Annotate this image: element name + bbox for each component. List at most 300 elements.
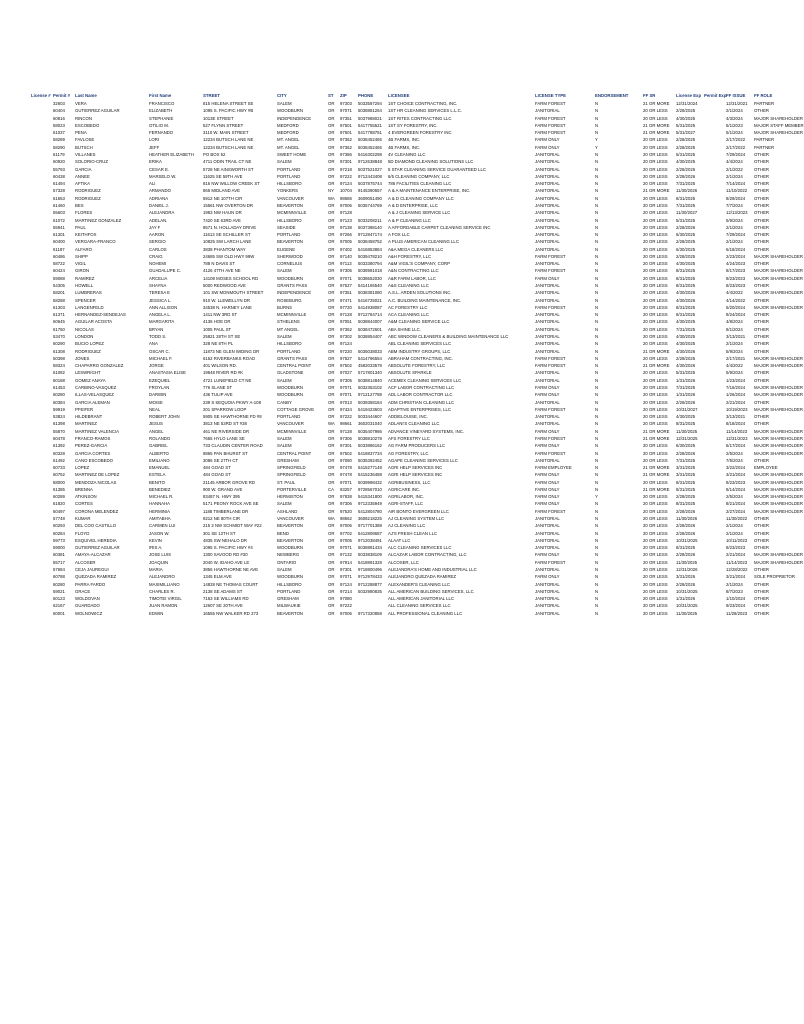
table-cell: MAJOR SHAREHOLDER bbox=[754, 428, 803, 434]
table-cell: MAJOR SHAREHOLDER bbox=[754, 253, 803, 259]
table-cell: N bbox=[595, 195, 599, 201]
table-cell: SHAYNA bbox=[149, 283, 167, 289]
table-cell bbox=[703, 457, 725, 464]
table-row bbox=[30, 544, 780, 551]
table-cell: 5D DIAMOND CLEANING SOLUTIONS LLC bbox=[388, 159, 474, 165]
table-cell: OTHER bbox=[754, 319, 770, 325]
table-cell: 97124 bbox=[340, 341, 352, 347]
table-cell: 8/1/2024 bbox=[726, 326, 743, 332]
table-cell: 97113 bbox=[340, 261, 352, 267]
table-row bbox=[30, 289, 780, 296]
table-cell bbox=[30, 238, 52, 245]
table-cell: N bbox=[595, 232, 599, 238]
table-cell: 2/21/2024 bbox=[726, 552, 746, 558]
table-row bbox=[30, 435, 780, 442]
table-cell: 97071 bbox=[340, 392, 352, 398]
table-cell: OTHER bbox=[754, 348, 770, 354]
table-cell: MARTINEZ bbox=[75, 421, 97, 427]
table-cell: N bbox=[595, 537, 599, 543]
table-cell: WA bbox=[328, 516, 335, 522]
table-cell: JESSICA L. bbox=[149, 297, 172, 303]
table-cell: 20 OR LESS bbox=[643, 377, 668, 383]
table-cell: OTHER bbox=[754, 283, 770, 289]
table-cell: 97302 bbox=[340, 334, 352, 339]
table-cell: 58289 bbox=[53, 137, 65, 143]
table-cell: N bbox=[595, 435, 599, 441]
table-cell: 12/31/2021 bbox=[726, 101, 748, 106]
table-cell: JORGE bbox=[149, 363, 164, 369]
table-cell: 239 S SEQUOIA PKWY A-108 bbox=[203, 399, 261, 405]
table-cell: 58023 bbox=[53, 122, 65, 128]
table-cell: SPENCER bbox=[75, 297, 96, 303]
table-cell: 20 OR LESS bbox=[643, 596, 668, 602]
table-cell: 1ST HR CLEANING SERVICES L.L.C. bbox=[388, 108, 462, 114]
table-cell: FARM ONLY bbox=[535, 392, 560, 398]
table-cell: 60438 bbox=[53, 173, 65, 179]
table-cell: 5/9/2024 bbox=[726, 370, 743, 376]
table-cell: A AFFORDABLE CARPET CLEANING SERVICE INC bbox=[388, 224, 491, 230]
table-cell: 6/30/2025 bbox=[676, 246, 696, 252]
table-cell bbox=[30, 304, 52, 311]
table-cell: MAJOR SHAREHOLDER bbox=[754, 384, 803, 390]
table-cell: AJ CLEANING LLC bbox=[388, 523, 426, 529]
table-cell: MICHAEL R. bbox=[149, 494, 174, 500]
table-cell: 55793 bbox=[53, 166, 65, 172]
table-cell: AGRI-STAFF, LLC bbox=[388, 501, 424, 507]
table-cell: 97027 bbox=[340, 370, 352, 376]
table-row bbox=[30, 253, 780, 260]
table-cell: 1005 PAUL ST bbox=[203, 326, 232, 332]
table-cell: MAJOR SHAREHOLDER bbox=[754, 275, 803, 281]
table-cell: WOODBURN bbox=[277, 108, 304, 114]
table-cell: SALEM bbox=[277, 435, 292, 441]
column-header: Permit Exp bbox=[704, 93, 727, 99]
table-row bbox=[30, 464, 780, 471]
table-cell: OTHER bbox=[754, 516, 770, 522]
table-cell: FARM FOREST bbox=[535, 304, 566, 310]
table-cell: OR bbox=[328, 166, 335, 172]
table-cell: A&N CONTRACTING LLC bbox=[388, 268, 439, 274]
table-row bbox=[30, 144, 780, 151]
table-cell: 20 OR LESS bbox=[643, 450, 668, 456]
table-cell: ALEJANDRA bbox=[149, 210, 175, 216]
table-cell: 9212 NE 80TH CIR bbox=[203, 516, 241, 522]
table-cell: 2/1/2022 bbox=[726, 166, 743, 172]
table-cell: 815 HELENA STREET SE bbox=[203, 101, 254, 106]
table-row bbox=[30, 450, 780, 457]
table-cell: FARM ONLY bbox=[535, 144, 560, 150]
table-cell: OTHER bbox=[754, 188, 770, 194]
table-row bbox=[30, 559, 780, 566]
table-cell: 1300 SAVOOD RD #30 bbox=[203, 552, 248, 558]
table-cell: 9/23/2024 bbox=[726, 603, 746, 609]
table-cell: OR bbox=[328, 283, 335, 289]
table-cell: JANITORIAL bbox=[535, 414, 560, 420]
table-cell: AMITABHA bbox=[149, 516, 171, 522]
table-cell: 24685 SW OLD HWY 99W bbox=[203, 253, 255, 259]
table-cell: TODD S. bbox=[149, 334, 167, 339]
table-cell: 12234 BUTSCH LANE NE bbox=[203, 144, 254, 150]
table-cell: 1/10/2024 bbox=[726, 596, 746, 602]
table-cell: 8/31/2025 bbox=[676, 283, 696, 289]
table-cell: 83487 N. HWY 395 bbox=[203, 494, 240, 500]
table-cell bbox=[703, 107, 725, 114]
table-cell: LONDON bbox=[75, 334, 94, 339]
table-cell bbox=[30, 195, 52, 202]
table-cell: ALEJANDRO QUEZADA RAMIREZ bbox=[388, 574, 457, 580]
table-cell: 816 NW WILLOW CREEK ST bbox=[203, 181, 260, 187]
table-cell: 7/31/2025 bbox=[676, 202, 696, 208]
table-row bbox=[30, 238, 780, 245]
table-cell bbox=[30, 282, 52, 289]
table-cell: DARWIN bbox=[149, 392, 167, 398]
table-cell: 5912 NE 107TH CIR bbox=[203, 195, 243, 201]
table-cell bbox=[30, 391, 52, 398]
table-cell: 20 OR LESS bbox=[643, 574, 668, 580]
table-cell: 19848 RIVER RD #K bbox=[203, 370, 244, 376]
table-cell: ST. PAUL bbox=[277, 479, 296, 485]
table-cell: 61494 bbox=[53, 181, 65, 187]
table-cell: 4/30/2026 bbox=[676, 297, 696, 303]
table-cell: PORTLAND bbox=[277, 232, 301, 238]
table-cell: BENEDIEZ bbox=[149, 486, 171, 492]
table-cell: 484 GOAD ST bbox=[203, 472, 231, 478]
table-cell bbox=[703, 318, 725, 325]
table-cell: 60486 bbox=[53, 253, 65, 259]
table-cell bbox=[703, 297, 725, 304]
table-row bbox=[30, 413, 780, 420]
table-cell: 97128 bbox=[340, 312, 352, 318]
table-cell: 20 OR LESS bbox=[643, 545, 668, 551]
table-cell: N bbox=[595, 384, 599, 390]
table-cell: ACA CLEANING LLC bbox=[388, 312, 429, 318]
table-cell: 61082 bbox=[53, 370, 65, 376]
table-cell: 12/31/2023 bbox=[726, 435, 748, 441]
table-cell: 9712638848 bbox=[358, 159, 382, 165]
table-cell: FARM FOREST bbox=[535, 122, 566, 128]
table-cell: 5418891328 bbox=[358, 559, 382, 565]
table-cell: ALCAZAR LABOR CONTRACTING, LLC bbox=[388, 552, 467, 558]
table-cell bbox=[703, 602, 725, 609]
table-cell: HEATHER ELIZABETH bbox=[149, 151, 194, 157]
table-cell: OR bbox=[328, 173, 335, 179]
table-cell: OTHER bbox=[754, 523, 770, 529]
table-cell: 3608218225 bbox=[358, 516, 382, 522]
table-cell bbox=[30, 537, 52, 544]
table-cell: 60280 bbox=[53, 392, 65, 398]
table-cell: PFEIFER bbox=[75, 406, 94, 412]
table-cell: FARM ONLY bbox=[535, 137, 560, 143]
table-cell: 60497 bbox=[53, 508, 65, 514]
table-cell: 60404 bbox=[53, 108, 65, 114]
table-cell: FARM EMPLOYEE bbox=[535, 465, 572, 471]
table-cell: 60733 bbox=[53, 465, 65, 471]
table-cell: JANITORIAL bbox=[535, 421, 560, 427]
table-cell: OR bbox=[328, 224, 335, 230]
table-cell: 3/13/2021 bbox=[726, 334, 746, 339]
table-cell: 4 EVERGREEN FORESTRY INC bbox=[388, 130, 452, 136]
table-cell: 21 OR MORE bbox=[643, 130, 670, 136]
table-cell bbox=[30, 362, 52, 369]
table-cell: WOODBURN bbox=[277, 384, 304, 390]
table-cell: JANITORIAL bbox=[535, 173, 560, 179]
table-cell: 15561 NW OVERTON DR bbox=[203, 202, 253, 208]
table-cell bbox=[703, 260, 725, 267]
table-cell: CRAIG bbox=[149, 253, 163, 259]
table-cell bbox=[703, 362, 725, 369]
table-cell: 5033886162 bbox=[358, 443, 382, 449]
table-cell: JONES bbox=[75, 355, 90, 361]
table-cell: HERNANDEZ-SENDEJAS bbox=[75, 312, 126, 318]
table-cell: 3/13/2021 bbox=[726, 414, 746, 420]
table-cell: 4/4/2024 bbox=[726, 159, 743, 165]
table-cell bbox=[30, 530, 52, 537]
table-cell: 2/23/2024 bbox=[726, 253, 746, 259]
table-cell: 733 CLAUDIN CENTER ROAD bbox=[203, 443, 263, 449]
table-row bbox=[30, 333, 780, 340]
table-cell bbox=[30, 522, 52, 529]
table-cell: N bbox=[595, 588, 599, 594]
table-cell: N bbox=[595, 334, 599, 339]
table-cell: 61371 bbox=[53, 312, 65, 318]
table-cell: A&A MEGA CLEANERS LLC bbox=[388, 246, 444, 252]
table-cell: 98661 bbox=[340, 421, 352, 427]
table-cell: RODRIGUEZ bbox=[75, 188, 101, 194]
table-row bbox=[30, 362, 780, 369]
table-cell: 5412804780 bbox=[358, 508, 382, 514]
table-cell bbox=[703, 209, 725, 216]
table-cell: 11873 NE GLEN WIDING DR bbox=[203, 348, 260, 354]
table-cell: ALL PROFESSIONAL CLEANING LLC bbox=[388, 610, 463, 616]
table-cell: 9145390657 bbox=[358, 188, 382, 194]
table-cell: 58290 bbox=[53, 144, 65, 150]
table-cell: 8/17/2023 bbox=[726, 268, 746, 274]
table-cell: NEAL bbox=[149, 406, 161, 412]
table-cell: OR bbox=[328, 108, 335, 114]
table-cell: FRANCISCO bbox=[149, 101, 175, 106]
table-cell: 97351 bbox=[340, 290, 352, 296]
table-cell: 20 OR LESS bbox=[643, 581, 668, 587]
table-cell: 97222 bbox=[340, 173, 352, 179]
table-cell: ALI bbox=[149, 181, 156, 187]
column-header: LICENSE TYPE bbox=[535, 93, 567, 99]
table-cell bbox=[30, 260, 52, 267]
table-cell: JASON W. bbox=[149, 530, 170, 536]
table-cell: 5038810278 bbox=[358, 435, 382, 441]
table-cell: OSCAR C. bbox=[149, 348, 170, 354]
table-cell: 20 OR LESS bbox=[643, 406, 668, 412]
license-table bbox=[30, 92, 804, 617]
table-cell: OR bbox=[328, 253, 335, 259]
table-cell: SOLE PROPRIETOR bbox=[754, 574, 795, 580]
table-cell: N bbox=[595, 101, 599, 106]
table-cell: 20 OR LESS bbox=[643, 159, 668, 165]
table-row bbox=[30, 581, 780, 588]
table-cell: ANA bbox=[149, 341, 158, 347]
table-cell: N bbox=[595, 159, 599, 165]
table-cell bbox=[703, 195, 725, 202]
table-cell: 20 OR LESS bbox=[643, 443, 668, 449]
table-cell: 5418837734 bbox=[358, 450, 382, 456]
table-cell: MCMINNVILLE bbox=[277, 428, 307, 434]
table-row bbox=[30, 209, 780, 216]
table-cell: OR bbox=[328, 603, 335, 609]
table-cell: 3838 PHANTOM WAY bbox=[203, 246, 246, 252]
table-cell: PORTLAND bbox=[277, 166, 301, 172]
table-cell: 20 OR LESS bbox=[643, 334, 668, 339]
table-cell: ARMANDO bbox=[149, 188, 171, 194]
table-cell: 8/21/2024 bbox=[726, 501, 746, 507]
table-cell: 97838 bbox=[340, 494, 352, 500]
table-cell: 5416725021 bbox=[358, 297, 382, 303]
table-cell: 10825 SW LARCH LANE bbox=[203, 239, 252, 245]
table-cell: 4136 HOE DR bbox=[203, 319, 231, 325]
table-cell: JANITORIAL bbox=[535, 596, 560, 602]
table-cell: 97051 bbox=[340, 319, 352, 325]
table-cell: GUARDADO bbox=[75, 603, 100, 609]
table-cell: 4/30/2026 bbox=[676, 363, 696, 369]
table-cell: 2/28/2026 bbox=[676, 166, 696, 172]
table-cell: ALFARO bbox=[75, 246, 92, 252]
table-cell: 32603 bbox=[53, 101, 65, 106]
table-cell bbox=[703, 100, 725, 107]
table-cell: 8/31/2025 bbox=[676, 421, 696, 427]
table-cell: 97501 bbox=[340, 122, 352, 128]
table-cell: OR bbox=[328, 406, 335, 412]
table-cell: 97702 bbox=[340, 530, 352, 536]
table-cell: N bbox=[595, 283, 599, 289]
table-cell: 97140 bbox=[340, 253, 352, 259]
table-cell: FARM FOREST bbox=[535, 508, 566, 514]
table-cell: OTILIO M. bbox=[149, 122, 170, 128]
table-row bbox=[30, 399, 780, 406]
table-cell: 20 OR LESS bbox=[643, 253, 668, 259]
table-cell bbox=[703, 340, 725, 347]
column-header: PHONE bbox=[358, 93, 374, 99]
table-cell: EZEQUIEL bbox=[149, 377, 171, 383]
table-row bbox=[30, 406, 780, 413]
table-cell: OR bbox=[328, 144, 335, 150]
table-cell: 5038458752 bbox=[358, 239, 382, 245]
table-cell: N bbox=[595, 108, 599, 114]
table-cell: MARTINEZ VALENCIA bbox=[75, 428, 120, 434]
table-cell bbox=[703, 479, 725, 486]
table-row bbox=[30, 275, 780, 282]
table-cell: 20 OR LESS bbox=[643, 304, 668, 310]
table-cell: 5038452465 bbox=[358, 144, 382, 150]
table-cell: IRIS A. bbox=[149, 545, 163, 551]
table-cell: 4B FARMS, INC. bbox=[388, 137, 421, 143]
table-cell bbox=[703, 187, 725, 194]
table-cell: FARM ONLY bbox=[535, 494, 560, 500]
table-cell: N bbox=[595, 450, 599, 456]
table-cell: HILLSBORO bbox=[277, 581, 302, 587]
table-cell: 58722 bbox=[53, 261, 65, 267]
table-row bbox=[30, 471, 780, 478]
table-cell: 8/31/2025 bbox=[676, 304, 696, 310]
table-cell: 5038881434 bbox=[358, 545, 382, 551]
table-cell: JAY F bbox=[149, 224, 161, 230]
table-cell: 97071 bbox=[340, 574, 352, 580]
table-cell: BEND bbox=[277, 530, 289, 536]
table-cell: 60424 bbox=[53, 268, 65, 274]
table-cell: 1/31/2026 bbox=[676, 392, 696, 398]
table-cell: OTHER bbox=[754, 341, 770, 347]
table-cell: 60381 bbox=[53, 552, 65, 558]
table-cell: 60284 bbox=[53, 530, 65, 536]
table-cell bbox=[30, 399, 52, 406]
table-cell: 4/8/2024 bbox=[726, 319, 743, 325]
table-cell bbox=[30, 377, 52, 384]
table-cell: 5035392452 bbox=[358, 457, 382, 463]
table-cell: FARM ONLY bbox=[535, 552, 560, 558]
table-cell: OR bbox=[328, 348, 335, 354]
table-cell: 5035744769 bbox=[358, 202, 382, 208]
table-cell: ABL CLEANING SERVICES LLC bbox=[388, 341, 452, 347]
table-cell: MARTINEZ GONZALEZ bbox=[75, 217, 122, 223]
table-cell: 61398 bbox=[53, 421, 65, 427]
table-cell: 527 FLYNN STREET bbox=[203, 122, 244, 128]
table-cell: 776 SLANE ST bbox=[203, 384, 233, 390]
table-cell: 9712784714 bbox=[358, 312, 382, 318]
table-cell: MAJOR SHAREHOLDER bbox=[754, 508, 803, 514]
table-cell: A&M CLEANING SERVICE LLC bbox=[388, 319, 450, 325]
table-cell: N bbox=[595, 319, 599, 325]
table-cell: 1188 TIMBERLANE DR bbox=[203, 508, 249, 514]
table-cell: OR bbox=[328, 370, 335, 376]
table-cell: 61750 bbox=[53, 326, 65, 332]
table-cell: 1411 NW 3RD ST bbox=[203, 312, 238, 318]
table-cell: ATKINSON bbox=[75, 494, 97, 500]
table-cell: 4721 LUNEFIELD CT NE bbox=[203, 377, 252, 383]
table-cell: 2/1/2024 bbox=[726, 239, 743, 245]
table-cell: CHAPARRO GONZALEZ bbox=[75, 363, 124, 369]
table-cell: OTHER bbox=[754, 108, 770, 114]
table-cell: MAJOR SHAREHOLDER bbox=[754, 501, 803, 507]
table-cell: 11/30/2025 bbox=[676, 559, 698, 565]
table-cell: FARM ONLY bbox=[535, 275, 560, 281]
table-cell: N bbox=[595, 406, 599, 412]
table-cell: 3/21/2024 bbox=[726, 472, 746, 478]
table-cell: N bbox=[595, 261, 599, 267]
table-cell: 97222 bbox=[340, 414, 352, 420]
table-cell: 60645 bbox=[53, 319, 65, 325]
table-cell: 97386 bbox=[340, 151, 352, 157]
table-cell bbox=[30, 180, 52, 187]
table-cell: YONKERS bbox=[277, 188, 299, 194]
table-cell: 21 OR MORE bbox=[643, 188, 670, 194]
table-cell: 20 OR LESS bbox=[643, 326, 668, 332]
table-row bbox=[30, 318, 780, 325]
table-cell: CARMEN LUI bbox=[149, 523, 176, 529]
table-cell: 97720 bbox=[340, 304, 352, 310]
table-cell: OR bbox=[328, 392, 335, 398]
table-cell bbox=[30, 122, 52, 129]
table-cell bbox=[30, 566, 52, 573]
table-row bbox=[30, 122, 780, 129]
table-row bbox=[30, 340, 780, 347]
table-cell: OTHER bbox=[754, 581, 770, 587]
column-header: License # bbox=[31, 93, 51, 99]
table-cell: 97266 bbox=[340, 232, 352, 238]
table-cell: WOODBURN bbox=[277, 574, 304, 580]
table-cell: MT ANGEL bbox=[277, 326, 299, 332]
table-cell: 5416853884 bbox=[358, 246, 382, 252]
table-cell: GRANTS PASS bbox=[277, 283, 308, 289]
table-cell: 7420 SE 63RD AVE bbox=[203, 217, 241, 223]
table-cell: N bbox=[595, 341, 599, 347]
table-cell bbox=[703, 158, 725, 165]
